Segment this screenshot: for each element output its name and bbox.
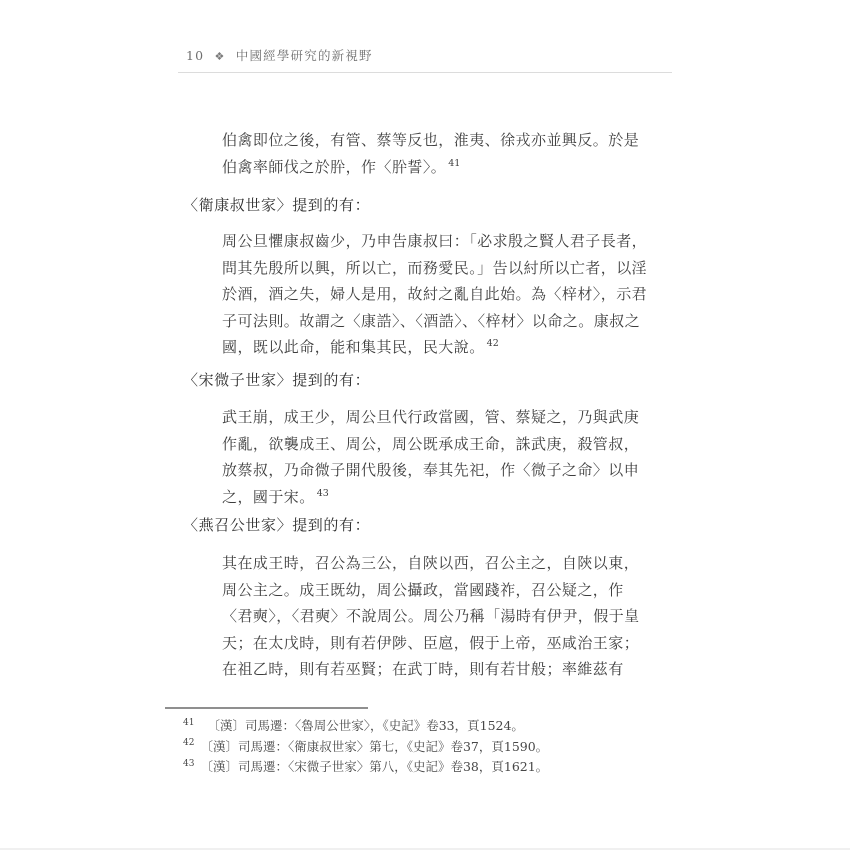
quote-block-yan-zhaogong <box>222 550 658 683</box>
quote-line: 放蔡叔，乃命微子開代殷後，奉其先祀，作〈微子之命〉以申 <box>222 461 640 479</box>
section-heading-yanzhaogong: 〈燕召公世家〉提到的有： <box>183 516 371 534</box>
footnote-text: 〔漢〕司馬遷：〈宋微子世家〉第八，《史記》卷38，頁1621。 <box>200 759 549 774</box>
quote-line: 在祖乙時，則有若巫賢；在武丁時，則有若甘般；率維茲有 <box>222 660 624 678</box>
header-rule <box>178 72 672 73</box>
footnotes <box>183 716 663 778</box>
footnote: $^{42}$ 〔漢〕司馬遷：〈衛康叔世家〉第七，《史記》卷37，頁1590。 <box>183 738 549 754</box>
quote-line: 子可法則。故謂之〈康誥〉、〈酒誥〉、〈梓材〉以命之。康叔之 <box>222 311 641 330</box>
section-heading-weikangshu: 〈衛康叔世家〉提到的有： <box>183 196 371 214</box>
quote-line: 伯禽即位之後，有管、蔡等反也，淮夷、徐戎亦並興反。於是 <box>222 131 640 149</box>
page-header <box>186 48 373 65</box>
quote-line <box>222 334 658 361</box>
section-heading-songweizi: 〈宋微子世家〉提到的有： <box>183 371 371 389</box>
quote-line: 問其先殷所以興，所以亡，而務愛民。」告以紂所以亡者，以淫 <box>222 258 648 277</box>
quote-line-text: 之，國于宋。 <box>222 487 315 506</box>
quote-line-text: 伯禽率師伐之於肸，作〈肸誓〉。 <box>222 157 447 176</box>
footnote-text: 〔漢〕司馬遷：〈魯周公世家〉，《史記》卷33，頁1524。 <box>207 718 524 733</box>
quote-block-song-weizi <box>222 404 658 510</box>
quote-line <box>222 154 658 181</box>
running-title: 中國經學研究的新視野 <box>235 48 373 63</box>
quote-line: 作亂，欲襲成王、周公，周公既承成王命，誅武庚，殺管叔， <box>222 434 640 453</box>
quote-line: 周公主之。成王既幼，周公攝政，當國踐祚，召公疑之，作 <box>222 580 624 599</box>
diamond-ornament-icon: ❖ <box>214 50 226 63</box>
footnote-ref-43: 43 <box>316 487 329 499</box>
quote-line: 武王崩，成王少，周公旦代行政當國，管、蔡疑之，乃與武庚 <box>222 408 640 426</box>
footnote-ref-41: 41 <box>448 157 461 169</box>
footnote-ref-42: 42 <box>486 338 499 349</box>
quote-line: 其在成王時，召公為三公，自陝以西，召公主之，自陝以東， <box>222 554 640 572</box>
quote-line: 天；在太戊時，則有若伊陟、臣扈，假于上帝，巫咸治王家； <box>222 633 640 652</box>
quote-block-wei-kangshu <box>222 228 658 361</box>
quote-line: 〈君奭〉，〈君奭〉不說周公。周公乃稱「湯時有伊尹，假于皇 <box>222 607 640 625</box>
quote-line: 周公旦懼康叔齒少，乃申告康叔曰：「必求殷之賢人君子長者， <box>222 232 648 250</box>
quote-block-lu-zhougong <box>222 127 658 180</box>
footnote-text: 〔漢〕司馬遷：〈衛康叔世家〉第七，《史記》卷37，頁1590。 <box>200 738 549 754</box>
quote-line <box>222 484 658 511</box>
footnote: $^{41}$ 〔漢〕司馬遷：〈魯周公世家〉，《史記》卷33，頁1524。 <box>183 717 524 733</box>
footnote: $^{43}$ 〔漢〕司馬遷：〈宋微子世家〉第八，《史記》卷38，頁1621。 <box>183 758 549 774</box>
quote-line: 於酒，酒之失，婦人是用，故紂之亂自此始。為〈梓材〉，示君 <box>222 285 648 303</box>
page-number: 10 <box>186 48 205 63</box>
footnote-separator <box>165 707 368 709</box>
quote-line-text: 國，既以此命，能和集其民，民大說。 <box>222 338 485 356</box>
